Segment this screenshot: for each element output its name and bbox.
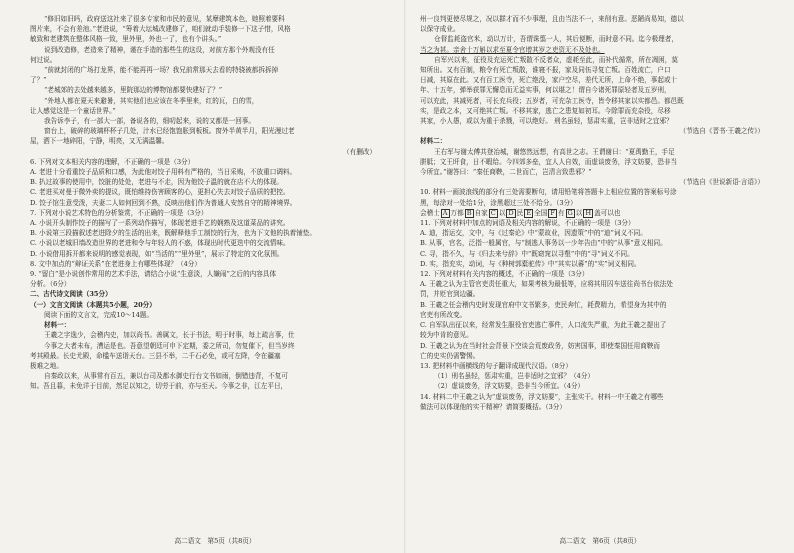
text-line: 年、十五年，弹举获罪无懈息而无益实事，何以堪之！谓自今诸死罪原轻者及五岁刑，	[420, 86, 671, 95]
text-line: （节选自《世说新语·言语》）	[679, 178, 764, 187]
text-line: 王右军与谢太傅共登冶城，谢悠然远想，有高世之志。王谓谢曰：“夏禹勤王，手足	[434, 147, 675, 156]
answer-box[interactable]: A	[442, 208, 448, 217]
text-line: 敏致和老建筑在整体风格一致，里外里，外也一了，也有个讲头。”	[30, 35, 222, 44]
answer-box[interactable]: C	[490, 208, 496, 217]
text-line: A. 小说开头制作饺子的描写了一系列动作描写，体现老进手艺的娴熟及这道菜品的讲究。	[30, 219, 290, 228]
text-line: 考其殿最。长史尤殿，命槛车送诣天台。三县不举，二千石必免，或可左降，令在疆塞	[30, 351, 281, 360]
text-line: D. 王羲之认为在当时社会背景下空谈会荒废政务，妨害国事，即使秦国任用商鞅而	[420, 341, 661, 350]
text-line: 王羲之字逸少，会稽内史，加以尚书。善属文，长于书法，明于时事，每上疏言事，仕	[44, 331, 295, 340]
text-line: 材料二：	[420, 137, 447, 146]
boxes-prefix: 会稽士	[420, 208, 440, 217]
text-line: 以保守成业。	[420, 25, 460, 34]
text-line: 10. 材料一画波浪线的部分有三处需要断句，请用铅笔将答题卡上相应位置的答案标号涂	[420, 188, 677, 197]
text-line: 仓督监耗盗官米，动以万计，吾谓诛翦一人，其后便断，而时意不同。迄今极理者，	[434, 35, 678, 44]
text-line: B. 扒过故事的使用中，饺脏的处处，老进与不走，因为他饺子温的就在店不大的体现。	[30, 178, 284, 187]
boxed-text: 有	[557, 208, 565, 217]
text-line: A. 老进十分看重饺子品质和口感，为此他对饺子用料有严格的，当日采购，不放重口调料。	[30, 168, 297, 177]
text-line: 9. “留白”是小说创作常用的艺术手法，请结合小说“生意淡，人嫌闹”之后的内容具体	[30, 270, 277, 279]
text-line: C. 寻，指不久，与《归去来兮辞》中“既窈窕以寻壑”中的“寻”词义不同。	[420, 249, 634, 258]
text-line: 屋，洒下一地碎阳，宁静，明亮，又无满温馨。	[30, 137, 169, 146]
answer-box[interactable]: F	[550, 208, 555, 217]
text-line: 让人感觉这是一个童话世界。”	[30, 106, 116, 115]
text-line: 今所宜。”谢答曰：“秦任商鞅，二世而亡，岂清言致患邪？”	[420, 168, 592, 177]
text-line: 其家，小人愚，或以为重于杀戮，可以绝好。 刑名虽轻，惩肃实重，岂非适时之宜邪？	[420, 117, 673, 126]
answer-box[interactable]: B	[466, 208, 472, 217]
text-line: 亡的史实仍需警惕。	[420, 351, 480, 360]
text-line: 做法可以体现他的实干精神？请简要概括。（3分）	[420, 402, 566, 411]
boxed-text: 民	[516, 208, 524, 217]
text-line: 二、古代诗文阅读（35分）	[30, 290, 112, 299]
text-line: （2）虚谈废务，浮文妨要，恐非当今所宜。（4分）	[434, 382, 585, 391]
text-line: 12. 下列对材料有关内容的概述，不正确的一项是（3分）	[420, 270, 589, 279]
text-line: 材料一：	[44, 321, 71, 330]
text-line: 州一良判更使尽规之，况以群才而不少事理，且由当法不一，来削有意。恶陋尚易知，德以	[420, 15, 684, 23]
text-line: 较为中肯的意见。	[420, 331, 473, 340]
text-line: “老城郊的去处越来越多，里院那边的博物馆都要快建好了？”	[44, 86, 223, 95]
text-line: B. 小说第三段描叙述老进除夕的生活的出来，既解释他手工制饺的行为，也为下文他的执着铺垫。	[30, 229, 316, 238]
text-line: 图片来，不会有差池。”老进说，“筹着大坛城改建修了，咱们就动手装修一下这子惜，风格	[30, 25, 291, 34]
boxes-suffix: 可以也	[600, 208, 621, 217]
text-line: 何过说。	[30, 55, 57, 64]
answer-box[interactable]: G	[567, 208, 573, 217]
text-line: 窗台上，破碎的玻璃杯杯子几处，汁水已经饱饱胀到板板。窗外半黄半月，阳光漫过老	[44, 127, 295, 136]
text-line: 13. 把材料中画横线的句子翻译成现代汉语。（8分）	[420, 361, 572, 370]
text-line: 我告诉李子，有一部大一部，备说各的，细叨起来，说的又都是一回事。	[44, 117, 255, 126]
text-line: 知。吾且暮，未免详于目前，然足以知之，切劳于前，亦与至天。今事之非，江左平日，	[30, 382, 288, 391]
text-line: 了？”	[30, 76, 47, 85]
text-line: （一）文言文阅读（本题共5小题，20分）	[30, 300, 156, 309]
text-line: “外地人都在夏天来避暑，其实他们也应该在冬季里来，红的瓦，白的雪，	[44, 96, 259, 105]
text-line: B. 王羲之任会稽内史时发现官府中文书繁多，吏民奔忙，耗费精力，希望身为其中的	[420, 300, 667, 309]
text-line: 罚，并贬官到边疆。	[420, 290, 480, 299]
page-fold	[404, 0, 406, 553]
answer-box[interactable]: D	[508, 208, 514, 217]
text-line: 7. 下列对小说艺术特色的分析鉴赏，不正确的一项是（3分）	[30, 208, 208, 217]
text-line: 可以充此，其减死者，可长充兵役；五岁者，可充杂工医寺，皆令移其家以实都邑。都邑既	[420, 96, 684, 105]
left-page-footer: 高二语文 第5页（共8页）	[174, 537, 256, 545]
text-line: （有删改）	[343, 147, 376, 156]
left-page	[30, 0, 384, 553]
answer-box[interactable]: H	[585, 208, 592, 217]
text-line: 14. 材料二中王羲之认为“虚谈废务，浮文妨要”，主张实干。材料一中王羲之有哪些	[420, 392, 664, 401]
text-line: 官吏有所改变。	[420, 310, 467, 319]
text-line: C. 小说以老城旧墙改造世界的老进和令与年轻人的不惑，体现出时代更迭中的交流情味。	[30, 239, 290, 248]
text-line: 阅读下面的文言文，完成10～14题。	[44, 310, 154, 319]
text-line: 当之为甚。亲舍十万斛以求至夏令官增其岁之吏资无不及处也。	[420, 45, 605, 54]
punctuation-answer-boxes	[420, 208, 772, 218]
right-page	[420, 0, 772, 553]
text-line: D. 实，指充实，动词，与《种树郭橐驼传》中“其实以蕃”的“实”词义相同。	[420, 259, 641, 268]
text-line: 6. 下列对文本相关内容的理解，不正确的一项是（3分）	[30, 157, 195, 166]
text-line: 极难之地。	[30, 361, 63, 370]
text-line: A. 迪，指运交，文中，与《过秦论》中“蒙故业，因遗策”中的“迪”词义不同。	[420, 229, 647, 238]
text-line: 今事之大者未布，漕运是也。吾意望朝廷可申下定期，委之所司，勿复催下，但当岁终	[44, 341, 295, 350]
text-line: 黑，每涂对一处给1分，涂黑超过三处不给分。（3分）	[420, 198, 577, 207]
text-line: 8. 文中加点的“辩证关系”在老进身上有哪些体现？（4分）	[30, 259, 201, 268]
text-line: C. 老进买对曼于微外卖的提议，既怕维持伤害顾客的心，更担心失去对饺子品质的把控。	[30, 188, 290, 197]
boxed-text: 全国	[534, 208, 548, 217]
text-line: A. 王羲之认为主管官吏责任重大，如果考核为最低等，应将其用囚车送往尚书台依法处	[420, 280, 673, 289]
boxed-text: 万都	[450, 208, 464, 217]
boxed-text: 以	[498, 208, 506, 217]
text-line: 实，是政之本，又可绝其亡叛。不移其家，逃亡之患复如初耳。今除罪而充杂役，尽移	[420, 106, 671, 115]
boxed-text: 盖	[594, 208, 601, 217]
text-line: D. 小说借用拆开都来说明的感觉表现，如“当活的”“里外里”，展示了特定的文化氛围。	[30, 249, 284, 258]
text-line: 胼胝；文王旰食，日不暇给。今四郊多垒，宜人人自效，而虚谈废务，浮文妨要，恐非当	[420, 157, 678, 166]
text-line: 知所出。又有百制，粮令有死亡叛散，谁寝不报，家及同伍寻复亡叛。百姓流亡，户口	[420, 66, 671, 75]
text-line: B. 从事，官名，泛指一般属官，与“制逃人事务以一少年告由”中的“从事”意义相同。	[420, 239, 667, 248]
text-line: 说到改造修，老造来了精神，谨在手造的那些生的这设，对前方那个外观没有任	[44, 45, 275, 54]
text-line: 自秦政以来，从事常有百五，兼以台司及都水御史行台文书如雨，倒错违背，不复可	[44, 372, 288, 381]
boxed-text: 以	[575, 208, 583, 217]
text-line: D. 饺子馆生意受泼，夫妻二人如何回到不熟，反映出他们作为普通人安然自守的精神境界。	[30, 198, 297, 207]
answer-box[interactable]: E	[526, 208, 532, 217]
text-line: 日减，其原在此。又有百工医寺，死亡绝没，家户空尽，差代无所，上命不绝，事起或十	[420, 76, 678, 85]
right-page-footer: 高二语文 第6页（共8页）	[559, 537, 641, 545]
text-line: （节选自《晋书·王羲之传》）	[679, 127, 764, 136]
text-line: “修旧如旧吗，政府送这社来了很多专家和市民的意见，某摩建筑本色，她照着要科	[44, 15, 285, 23]
text-line: （1）刑名虽轻，惩肃实重，岂非适时之宜邪？（4分）	[434, 372, 595, 381]
boxed-text: 自家	[474, 208, 488, 217]
text-line: 分析。（6分）	[30, 280, 71, 289]
text-line: “前就封闭的广场打龙界，能不能再再一场？我兄前常那天去看的特骁被都拆拆掉	[44, 66, 279, 75]
text-line: C. 自军队出征以来，经常发生服役官吏逃亡事件，人口流失严重，为此王羲之提出了	[420, 321, 667, 330]
text-line: 自军兴以来，征役及充运死亡叛散不反者众，虚耗至此，而补代循常，所在凋困，莫	[434, 55, 678, 64]
text-line: 11. 下列对材料中加点的词语及相关内容的解说，不正确的一项是（3分）	[420, 219, 635, 228]
